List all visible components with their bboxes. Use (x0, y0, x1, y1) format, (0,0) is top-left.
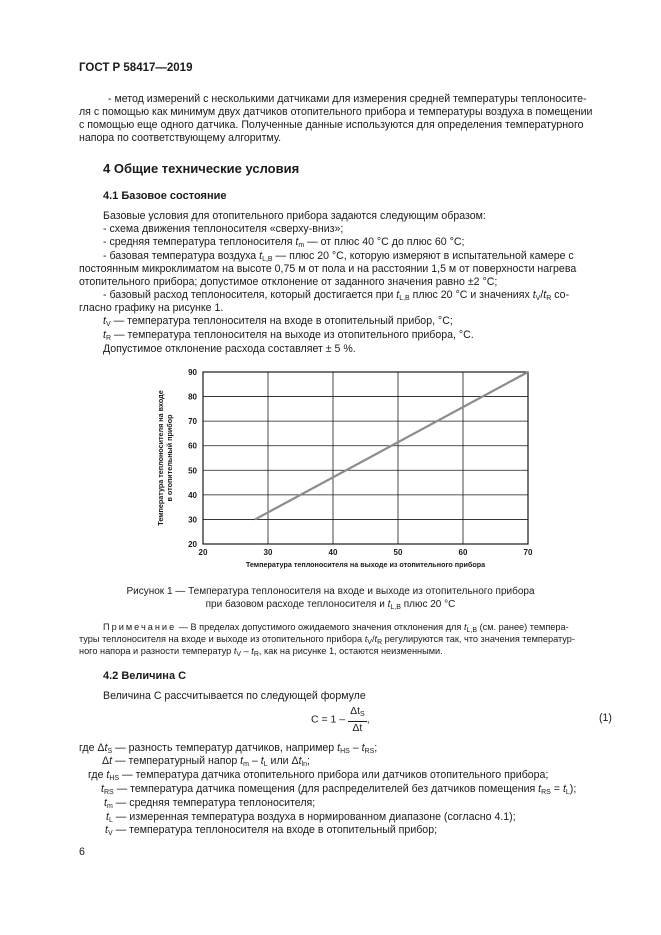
s41-line-2: - схема движения теплоносителя «сверху-вниз»; (103, 223, 344, 235)
document-header: ГОСТ Р 58417—2019 (79, 62, 193, 74)
definition-t-v: $t_V$ — температура теплоносителя на входе в отопительный прибор; (105, 824, 438, 837)
definition-t-rs: $t_{RS}$ — температура датчика помещения (для распределителей без датчиков помещения $t_{RS} = t_L$); (101, 783, 577, 796)
s41-line-7: - базовый расход теплоносителя, который достигается при $t_{L,B}$ плюс 20 °C и значениях $t_V/t_R$ со- (103, 289, 570, 302)
s41-line-5: постоянным микроклиматом на высоте 0,75 м от пола и на расстоянии 1,5 м от поверхности нагрева (79, 263, 577, 275)
x-tick-label: 70 (523, 548, 533, 557)
intro-line-4: напора по соответствующему алгоритму. (79, 132, 282, 144)
formula-fraction: $\frac{\Delta t_S}{\Delta t}$ (350, 705, 365, 734)
s41-line-1: Базовые условия для отопительного прибора задаются следующим образом: (103, 210, 486, 222)
y-tick-label: 30 (188, 515, 197, 525)
s41-line-9: $t_V$ — температура теплоносителя на входе в отопительный прибор, °C; (103, 315, 453, 328)
s41-line-10: $t_R$ — температура теплоносителя на выходе из отопительного прибора, °C. (103, 329, 474, 342)
definition-t-l: $t_L$ — измеренная температура воздуха в нормированном диапазоне (согласно 4.1); (106, 811, 516, 824)
s41-line-11: Допустимое отклонение расхода составляет ± 5 %. (103, 343, 356, 355)
s41-line-3: - средняя температура теплоносителя $t_m$ — от плюс 40 °C до плюс 60 °C; (103, 236, 465, 249)
x-tick-label: 20 (198, 548, 208, 557)
definition-delta-t: Δt — температурный напор $t_m - t_L$ или $\Delta t_{ln}$; (102, 755, 310, 768)
chart-x-axis-label: Температура теплоносителя на выходе из отопительного прибора (245, 560, 486, 569)
section-4-2-heading: 4.2 Величина С (103, 670, 187, 682)
x-tick-label: 60 (458, 548, 468, 557)
page-number: 6 (79, 846, 85, 858)
y-tick-label: 90 (188, 368, 197, 377)
x-tick-label: 30 (263, 548, 273, 557)
section-4-1-heading: 4.1 Базовое состояние (103, 190, 227, 202)
formula-number: (1) (599, 712, 612, 724)
formula-1: C = 1 – $\frac{\Delta t_S}{\Delta t}$ , (311, 705, 370, 734)
y-tick-label: 80 (188, 392, 197, 402)
chart-y-axis-label-line1: Температура теплоносителя на входе (156, 390, 165, 526)
definition-delta-ts: где $\Delta t_S$ — разность температур датчиков, например $t_{HS} - t_{RS}$; (79, 742, 378, 755)
section-4-heading: 4 Общие технические условия (103, 161, 300, 176)
intro-line-1: - метод измерений с несколькими датчиками для измерения средней температуры теплоносите- (108, 93, 587, 105)
x-tick-label: 40 (328, 548, 338, 557)
note-line-2: туры теплоносителя на входе и выходе из отопительного прибора $t_V/t_R$ регулируются так, что значения температур- (79, 634, 575, 646)
s41-line-6: отопительного прибора; допустимое отклонение от заданного значения равно ±2 °C; (79, 276, 498, 288)
y-tick-label: 20 (188, 540, 197, 549)
definition-t-m: $t_m$ — средняя температура теплоносителя; (104, 797, 316, 810)
s42-line-1: Величина С рассчитывается по следующей формуле (103, 690, 366, 702)
intro-line-3: с помощью еще одного датчика. Полученные данные используются для определения температурного (79, 119, 584, 131)
definition-t-hs: где $t_{HS}$ — температура датчика отопительного прибора или датчиков отопительного прибора; (88, 769, 549, 782)
figure-caption-line-2: при базовом расходе теплоносителя и $t_{L,B}$ плюс 20 °C (205, 599, 456, 611)
y-tick-label: 60 (188, 441, 197, 451)
figure-1-chart (150, 362, 540, 577)
s41-line-4: - базовая температура воздуха $t_{L,B}$ — плюс 20 °C, которую измеряют в испытательной камере с (103, 250, 574, 263)
y-tick-label: 40 (188, 490, 197, 500)
note-line-3: ного напора и разности температур $t_V - t_R$, как на рисунке 1, остаются неизменными. (79, 646, 443, 658)
note-line-1: Примечание — В пределах допустимого ожидаемого значения отклонения для $t_{L,B}$ (см. ранее) темпера- (103, 622, 569, 634)
figure-caption-line-1: Рисунок 1 — Температура теплоносителя на входе и выходе из отопительного прибора (126, 586, 535, 597)
y-tick-label: 70 (188, 417, 197, 427)
x-tick-label: 50 (393, 548, 403, 557)
chart-y-axis-label-line2: в отопительный прибор (165, 414, 174, 502)
y-tick-label: 50 (188, 466, 197, 476)
intro-line-2: ля с помощью как минимум двух датчиков отопительного прибора и температуры воздуха в помещении (79, 106, 593, 118)
s41-line-8: гласно графику на рисунке 1. (79, 302, 224, 314)
